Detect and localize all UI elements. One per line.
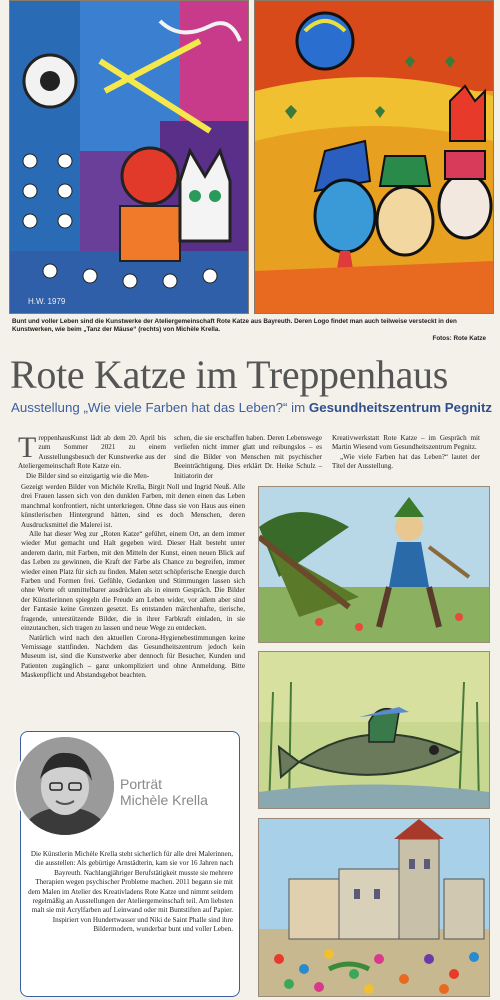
artwork-signature: H.W. 1979 [28,297,66,306]
photo-credit: Fotos: Rote Katze [432,335,486,342]
intro-col1-text: reppenhausKunst lädt ab dem 20. April bis zum Sommer 2021 zu einem Ausstellungsbesuch der Kunstwerke aus der Ateliergemeinschaft Rote Katze ein. [18,434,166,471]
drop-cap: T [18,431,37,464]
portrait-photo [14,735,116,837]
article-headline: Rote Katze im Treppenhaus [10,352,448,397]
painting-fantasy-figure [258,486,490,643]
intro-col1-p2: Die Bilder sind so einzigartig wie die Men- [26,471,150,480]
portrait-title [120,776,208,808]
intro-column-1 [18,431,166,481]
subhead-bold: Gesundheitszentrum Pegnitz [308,400,493,415]
painting-castle-mice [258,818,490,997]
artwork-left [9,0,249,314]
photo-caption: Bunt und voller Leben sind die Kunstwerke der Ateliergemeinschaft Rote Katze aus Bayreuth. Deren Logo findet man auch teilweise versteckt in den Kunstwerken, wie beim „Tanz der Mäuse“ (rechts) von Michèle Krella. [12,318,457,334]
intro-col3-text: Kreativwerkstatt Rote Katze – im Gespräch mit Martin Wiesend vom Gesundheitszentrum Pegnitz. [332,434,480,452]
body-paragraph-2: Alle hat dieser Weg zur „Roten Katze“ geführt, einem Ort, an dem immer wieder Mut gemacht und Halt gegeben wird. Dieser Halt besteht unter anderem darin, mit Farben, mit den Mitteln der Kunst, einen neuen Blick auf das Leben zu gewinnen, die Kraft der Farbe als Chance zu begreifen, immer wieder einen Platz für sich zu finden. Malen setzt schöpferische Energie durch Farben und Formen frei. Gefühle, Gedanken und Stimmungen lassen sich ohne Worte oft unmittelbarer ausdrücken als in einem Gespräch. Die Bilder der Künstlerinnen spiegeln die Freude am Leben wider, vor allem aber sind der Fantasie keine Grenzen gesetzt. Es entstanden märchenhafte, tierische, fragende, unterstützende Bilder, die in ihrer Farbkraft einladen, in sie einzutauchen, sich tragen zu lassen und neue Wege zu entdecken. [21,530,245,633]
artwork-right [254,0,494,314]
intro-col2-text: schen, die sie erschaffen haben. Deren Lebenswege verliefen nicht immer glatt und reibungslos – es sind die Bilder von Menschen mit psychischer Beeinträchtigung. Dies erklärt Dr. Heike Schulz – Initiatorin der [174,434,322,480]
body-paragraph-1: Gezeigt werden Bilder von Michèle Krella, Birgit Noll und Ingrid Neuß. Alle drei Frauen lassen sich von den dunklen Farben, mit denen einen das Leben manchmal konfrontiert, nicht unterkriegen. Ohne dass sie von Haus aus einen künstlerischen Hintergrund hätten, sind es doch Menschen, deren Ausdrucksmittel die Malerei ist. [21,483,245,529]
body-column [21,483,245,681]
intro-col3-p2: „Wie viele Farben hat das Leben?“ lautet der Titel der Ausstellung. [332,452,480,471]
portrait-text: Die Künstlerin Michèle Krella steht sicherlich für alle drei Malerinnen, die ausstellen: Als gebürtige Arnstädterin, kam sie vor 16 Jahren nach Bayreuth. Nachlangjähriger Berufstätigkeit musste sie mehrere Therapien wegen psychischer Probleme machen. 2011 begann sie mit dem Malen im Atelier des Kreativladens Rote Katze und nimmt seitdem regelmäßig an Ausstellungen der Ateliergemeinschaft teil. Am liebsten malt sie mit Acrylfarben auf Leinwand oder mit Buntstiften auf Papier. Inspiriert von Hundertwasser und Niki de Saint Phalle sind ihre Bildermodern, wunderbar bunt und voller Leben. [28,850,233,934]
portrait-title-line2: Michèle Krella [120,792,208,808]
article-subheadline [11,400,492,415]
portrait-title-line1: Porträt [120,776,163,792]
painting-fish-frog [258,651,490,809]
subhead-prefix: Ausstellung „Wie viele Farben hat das Leben?“ im [11,400,309,415]
intro-column-2 [174,434,322,481]
body-paragraph-3: Natürlich wird nach den aktuellen Corona-Hygienebestimmungen keine Vernissage stattfinden. Nachdem das Gesundheitszentrum jedoch kein Museum ist, sind die Kunstwerke aber dennoch für Besucher, Kunden und Patienten zugänglich – ganz unkompliziert und ohne Anmeldung. Bitte Maskenpflicht und Abstandsgebot beachten. [21,633,245,680]
intro-column-3 [332,434,480,472]
